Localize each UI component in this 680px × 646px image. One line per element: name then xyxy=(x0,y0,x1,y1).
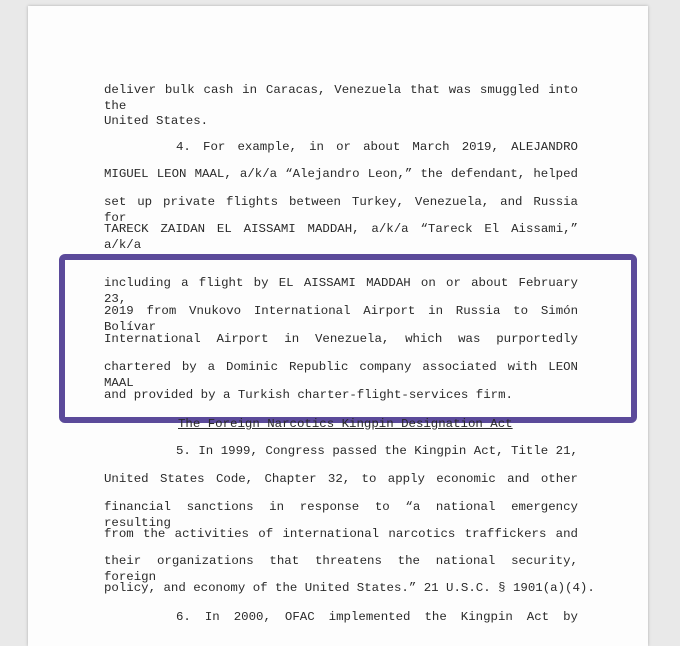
para5-line: financial sanctions in response to “a national emergency resulting xyxy=(104,500,578,530)
para5-line: United States Code, Chapter 32, to apply economic and other xyxy=(104,472,578,486)
para5-line: their organizations that threatens the national security, foreign xyxy=(104,554,578,584)
para4-line: 4. For example, in or about March 2019, ALEJANDRO xyxy=(176,140,578,154)
highlighted-line: including a flight by EL AISSAMI MADDAH on or about February 23, xyxy=(104,276,578,306)
para5-line: 5. In 1999, Congress passed the Kingpin Act, Title 21, xyxy=(176,444,578,458)
highlighted-line: and provided by a Turkish charter-flight-services firm. xyxy=(104,388,513,402)
highlighted-line: chartered by a Dominic Republic company associated with LEON MAAL xyxy=(104,360,578,390)
text-line: United States. xyxy=(104,114,209,128)
section-heading: The Foreign Narcotics Kingpin Designation Act xyxy=(178,417,513,431)
para6-line: 6. In 2000, OFAC implemented the Kingpin Act by xyxy=(176,610,578,624)
highlighted-line: International Airport in Venezuela, which was purportedly xyxy=(104,332,578,346)
para4-line: set up private flights between Turkey, Venezuela, and Russia for xyxy=(104,195,578,225)
para4-line: TARECK ZAIDAN EL AISSAMI MADDAH, a/k/a “Tareck El Aissami,” a/k/a xyxy=(104,222,578,252)
para4-line: MIGUEL LEON MAAL, a/k/a “Alejandro Leon,” the defendant, helped xyxy=(104,167,578,181)
highlighted-line: 2019 from Vnukovo International Airport in Russia to Simón Bolívar xyxy=(104,304,578,334)
para5-line: policy, and economy of the United States.” 21 U.S.C. § 1901(a)(4). xyxy=(104,581,595,595)
para5-line: from the activities of international narcotics traffickers and xyxy=(104,527,578,541)
text-line: deliver bulk cash in Caracas, Venezuela that was smuggled into the xyxy=(104,83,578,113)
